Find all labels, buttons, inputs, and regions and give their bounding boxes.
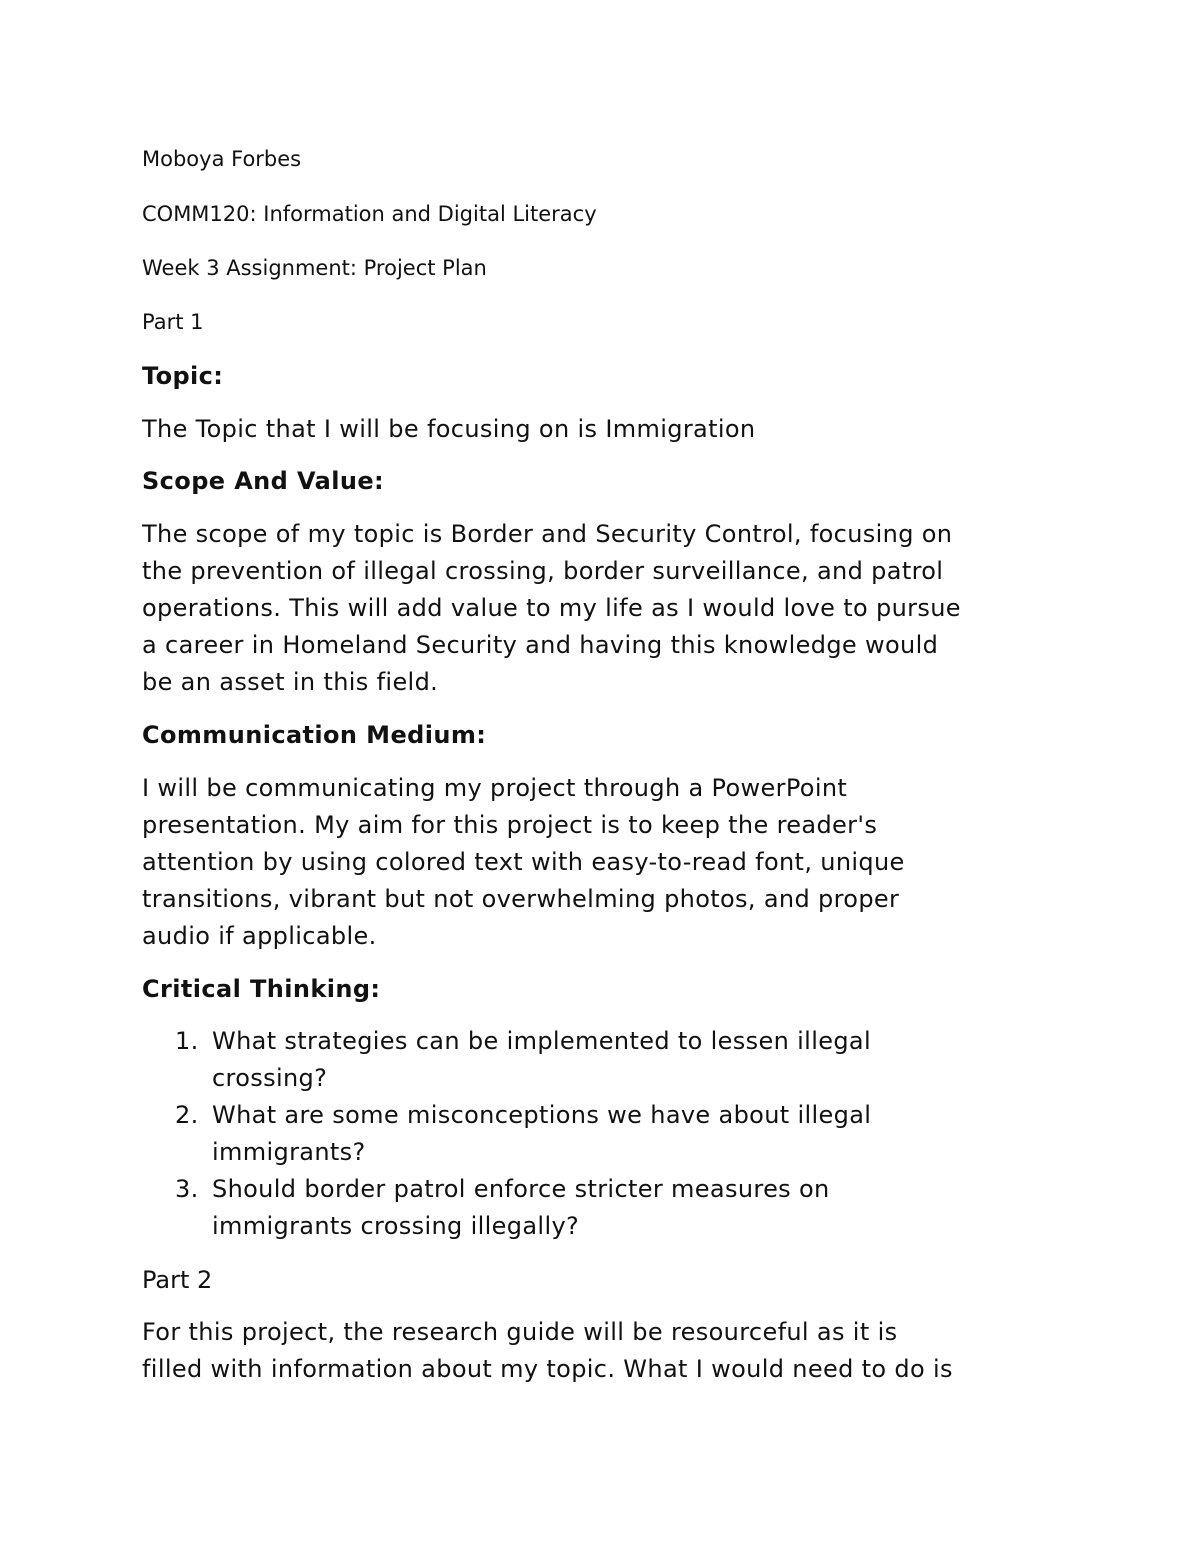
list-line: crossing? bbox=[212, 1064, 328, 1092]
author-name: Moboya Forbes bbox=[142, 147, 302, 171]
paragraph-line: operations. This will add value to my life as I would love to pursue bbox=[142, 594, 961, 622]
assignment-title: Week 3 Assignment: Project Plan bbox=[142, 256, 487, 280]
list-item bbox=[142, 1097, 1072, 1171]
communication-medium-heading: Communication Medium: bbox=[142, 721, 487, 749]
list-line: What strategies can be implemented to lessen illegal bbox=[212, 1027, 871, 1055]
scope-heading: Scope And Value: bbox=[142, 467, 385, 495]
paragraph-line: I will be communicating my project through a PowerPoint bbox=[142, 774, 848, 802]
paragraph-line: audio if applicable. bbox=[142, 922, 377, 950]
paragraph-line: transitions, vibrant but not overwhelming photos, and proper bbox=[142, 885, 900, 913]
list-item bbox=[142, 1171, 1072, 1245]
paragraph-line: a career in Homeland Security and having this knowledge would bbox=[142, 631, 939, 659]
list-line: What are some misconceptions we have about illegal bbox=[212, 1101, 872, 1129]
communication-medium-paragraph bbox=[142, 770, 1072, 955]
topic-line: The Topic that I will be focusing on is Immigration bbox=[142, 415, 756, 443]
part-1-label: Part 1 bbox=[142, 310, 204, 334]
paragraph-line: attention by using colored text with easy-to-read font, unique bbox=[142, 848, 905, 876]
topic-heading: Topic: bbox=[142, 362, 224, 390]
list-number: 3. bbox=[175, 1175, 199, 1203]
scope-paragraph bbox=[142, 516, 1072, 701]
course-title: COMM120: Information and Digital Literacy bbox=[142, 202, 597, 226]
paragraph-line: the prevention of illegal crossing, border surveillance, and patrol bbox=[142, 557, 944, 585]
list-number: 2. bbox=[175, 1101, 199, 1129]
list-line: Should border patrol enforce stricter measures on bbox=[212, 1175, 830, 1203]
part-2-paragraph bbox=[142, 1314, 1072, 1388]
topic-text bbox=[142, 411, 1072, 448]
paragraph-line: filled with information about my topic. What I would need to do is bbox=[142, 1355, 953, 1383]
critical-thinking-questions bbox=[142, 1023, 1072, 1245]
list-line: immigrants? bbox=[212, 1138, 366, 1166]
paragraph-line: For this project, the research guide will be resourceful as it is bbox=[142, 1318, 898, 1346]
paragraph-line: The scope of my topic is Border and Security Control, focusing on bbox=[142, 520, 953, 548]
list-number: 1. bbox=[175, 1027, 199, 1055]
critical-thinking-heading: Critical Thinking: bbox=[142, 975, 381, 1003]
paragraph-line: be an asset in this field. bbox=[142, 668, 439, 696]
list-line: immigrants crossing illegally? bbox=[212, 1212, 580, 1240]
list-item bbox=[142, 1023, 1072, 1097]
part-2-label: Part 2 bbox=[142, 1266, 213, 1294]
paragraph-line: presentation. My aim for this project is to keep the reader's bbox=[142, 811, 878, 839]
